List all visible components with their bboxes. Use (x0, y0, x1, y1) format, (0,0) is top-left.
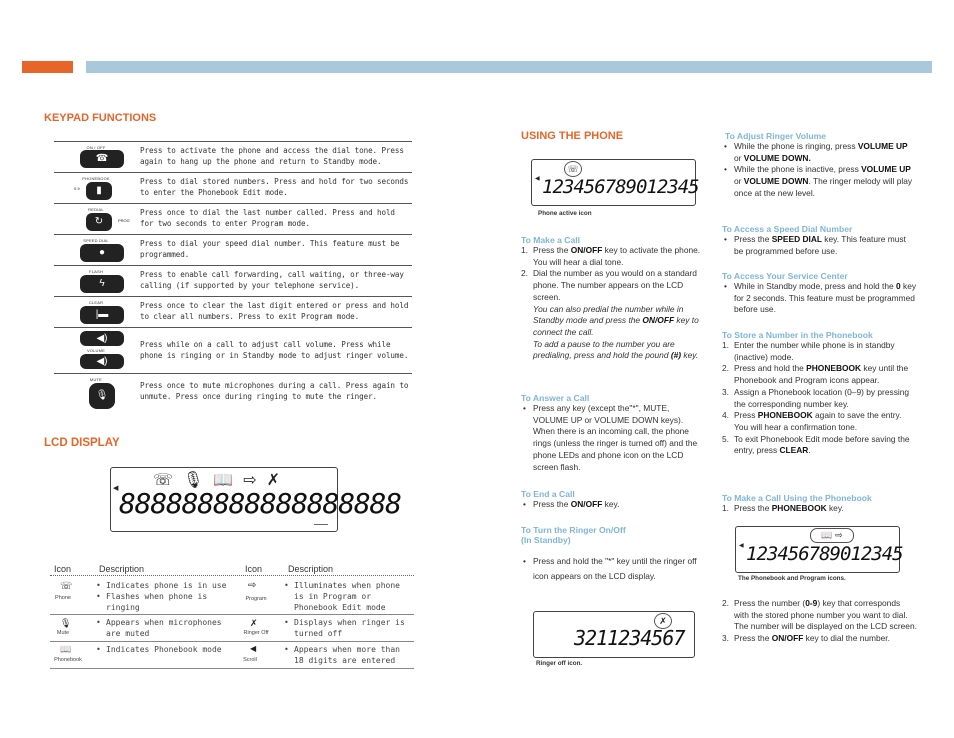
lcd-number: 123456789012345 (746, 543, 903, 565)
ringer-off-icon: ✗ (654, 613, 672, 629)
flash-button[interactable] (80, 275, 124, 293)
redial-description: Press once to dial the last number called. Press and hold for two seconds to enter Program mode. (140, 208, 395, 228)
lcd-phone-active (531, 159, 699, 206)
make-call-heading: To Make a Call (521, 235, 581, 245)
speeddial-button[interactable] (80, 244, 124, 262)
using-the-phone-title: USING THE PHONE (521, 130, 624, 142)
book-icon: 📖 (821, 530, 833, 540)
icon-table-row (50, 576, 414, 615)
clear-description: Press once to clear the last digit entered or press and hold to clear all numbers. Press to exit Program mode. (140, 301, 409, 321)
keypad-row-mute (54, 373, 412, 419)
onoff-button[interactable] (80, 150, 124, 168)
speed-dial-text: • Press the SPEED DIAL key. This feature must be programmed before use. (722, 234, 917, 257)
keypad-row-speeddial (54, 234, 412, 265)
onoff-key-label: ON / OFF (86, 145, 106, 150)
flash-key-label: FLASH (89, 269, 103, 274)
lcd-digits: 888888888888888888 (119, 487, 401, 520)
store-number-steps: 1. Enter the number while phone is in standby (inactive) mode. 2. Press and hold the PHONEBOOK key until the Phonebook and Program icons appear. 3. Assign a Phonebook location (0–9) by pressing the corresponding number key. 4. Press PHONEBOOK again to save the entry. You will hear a confirmation tone. 5. To exit Phonebook Edit mode before saving the entry, press CLEAR. (722, 340, 910, 456)
mute-icon: 🎙 (60, 618, 72, 628)
adjust-ringer-steps: • While the phone is ringing, press VOLUME UP or VOLUME DOWN. • While the phone is inactive, press VOLUME UP or VOLUME DOWN. The ringer melody will play once at the new level. (722, 141, 917, 200)
phonebook-call-heading: To Make a Call Using the Phonebook (722, 493, 872, 503)
phonebook-description: Press to dial stored numbers. Press and hold for two seconds to enter the Phonebook Edit mode. (140, 177, 409, 197)
book-icon: 📖 (60, 644, 72, 654)
mute-button[interactable] (89, 383, 115, 409)
keypad-functions-title: KEYPAD FUNCTIONS (44, 112, 157, 124)
lcd-number: 3211234567 (574, 626, 685, 650)
phonebook-program-icons (810, 528, 854, 543)
speeddial-description: Press to dial your speed dial number. This feature must be programmed. (140, 239, 400, 259)
service-center-heading: To Access Your Service Center (722, 271, 848, 281)
keypad-table (54, 141, 412, 419)
speeddial-key-label: SPEED DIAL (83, 238, 109, 243)
scroll-icon: ◀ (250, 644, 257, 653)
store-number-heading: To Store a Number in the Phonebook (722, 330, 873, 340)
ringer-off-icon: ✗ (266, 472, 291, 489)
ringer-off-caption: Ringer off icon. (536, 660, 583, 667)
answer-call-heading: To Answer a Call (521, 393, 590, 403)
lcd-full-display (110, 467, 401, 532)
mute-icon: 🎙 (95, 390, 109, 401)
keypad-row-onoff (54, 141, 412, 172)
row-icon-name: Ringer Off (243, 630, 269, 636)
book-icon: 📖 (213, 472, 244, 489)
keypad-row-flash (54, 265, 412, 296)
lcd-underline (314, 524, 328, 525)
keypad-row-redial (54, 203, 412, 234)
header-icon-right: Icon (245, 564, 263, 574)
row-desc: • Appears when microphones are muted (94, 617, 234, 639)
volume-key-label: VOLUME (86, 348, 106, 353)
flash-description: Press to enable call forwarding, call waiting, or three-way calling (if supported by your telephone service). (140, 270, 404, 290)
row-icon-name: Mute (56, 630, 70, 636)
icon-table-row (50, 642, 414, 669)
icon-table-row (50, 615, 414, 642)
scroll-icon: ◀ (739, 543, 744, 549)
service-center-text: • While in Standby mode, press and hold the 0 key for 2 seconds. This feature must be programmed before use. (722, 281, 917, 316)
program-icon: ⇨ (243, 472, 267, 489)
keypad-row-volume (54, 327, 412, 373)
phone-icon: ☏ (564, 161, 582, 177)
header-orange-accent (22, 61, 73, 73)
lcd-number: 123456789012345 (542, 176, 699, 198)
keypad-row-clear (54, 296, 412, 327)
program-icon: ⇨ (835, 530, 843, 540)
mute-key-label: MUTE (89, 377, 103, 382)
row-icon-name: Phone (55, 595, 71, 601)
keypad-row-phonebook (54, 172, 412, 203)
header-icon-left: Icon (54, 564, 72, 574)
row-desc: • Flashes when phone is ringing (94, 591, 234, 613)
phonebook-button[interactable] (86, 182, 112, 200)
speaker-icon: ◀) (96, 333, 108, 344)
lcd-ringer-off (533, 611, 695, 658)
phonebook-program-caption: The Phonebook and Program icons. (738, 575, 846, 582)
redial-side-label: PROG (118, 218, 130, 223)
icon-table (50, 561, 414, 669)
row-desc: • Indicates phone is in use (94, 580, 234, 591)
row-desc: • Appears when more than 18 digits are entered (282, 644, 414, 666)
row-desc: • Displays when ringer is turned off (282, 617, 414, 639)
row-desc: • Indicates Phonebook mode (94, 644, 234, 655)
redial-icon: ↻ (94, 216, 104, 227)
lcd-display-title: LCD DISPLAY (44, 437, 120, 449)
redial-button[interactable] (86, 213, 112, 231)
header-desc-left: Description (99, 564, 145, 574)
ringer-toggle-subheading: (In Standby) (521, 535, 571, 545)
mute-icon: 🎙 (183, 472, 214, 489)
phone-icon: ☏ (60, 581, 73, 592)
lcd-phonebook-program (735, 526, 903, 573)
header-blue-band (86, 61, 932, 73)
row-desc: • Illuminates when phone is in Program or Phonebook Edit mode (282, 580, 414, 613)
end-call-text: • Press the ON/OFF key. (521, 499, 701, 511)
onoff-description: Press to activate the phone and access the dial tone. Press again to hang up the phone and return to Standby mode. (140, 146, 404, 166)
header-desc-right: Description (288, 564, 334, 574)
row-icon-name: Phonebook (54, 657, 82, 663)
scroll-icon: ◀ (535, 176, 540, 182)
speed-dial-heading: To Access a Speed Dial Number (722, 224, 853, 234)
adjust-ringer-heading: To Adjust Ringer Volume (725, 131, 827, 141)
scroll-icon: ◀ (113, 485, 119, 492)
phonebook-side-label: 0-9 (74, 186, 80, 191)
volume-description: Press while on a call to adjust call volume. Press while phone is ringing or in Standby mode to adjust ringer volume. (140, 340, 409, 360)
speaker-icon: ◀) (96, 356, 108, 367)
ringer-off-icon: ✗ (250, 618, 258, 628)
book-icon: ▮ (96, 185, 102, 196)
redial-key-label: REDIAL (88, 207, 104, 212)
clear-key-label: CLEAR (88, 300, 104, 305)
volume-up-button[interactable] (80, 331, 124, 346)
flash-icon: ϟ (99, 278, 105, 289)
phonebook-step-1: 1. Press the PHONEBOOK key. (722, 503, 844, 513)
ringer-toggle-heading: To Turn the Ringer On/Off (521, 525, 626, 535)
make-call-steps: 1. Press the ON/OFF key to activate the phone. You will hear a dial tone. 2. Dial the number as you would on a standard phone. The number appears on the LCD screen. You can also predial the number while in Standby mode and press the ON/OFF key to connect the call. To add a pause to the number you are predialing, press and hold the pound (#) key. (521, 245, 701, 361)
row-icon-name: Program (245, 596, 267, 602)
answer-call-text: • Press any key (except the"*", MUTE, VOLUME UP or VOLUME DOWN keys). When there is an incoming call, the phone rings (unless the ringer is turned off) and the phone LEDs and phone icon on the LCD screen flash. (521, 403, 701, 473)
dot-icon: ● (98, 247, 106, 258)
end-call-heading: To End a Call (521, 489, 575, 499)
program-icon: ⇨ (248, 580, 257, 591)
phonebook-steps-2-3: 2. Press the number (0-9) key that corresponds with the stored phone number you want to dial. The number will be displayed on the LCD screen. 3. Press the ON/OFF key to dial the number. (722, 598, 917, 644)
phonebook-key-label: PHONEBOOK (82, 176, 110, 181)
phone-icon: ☏ (153, 472, 184, 489)
phone-handset-icon: ☎ (95, 153, 109, 164)
volume-down-button[interactable] (80, 354, 124, 369)
row-icon-name: Scroll (243, 657, 257, 663)
clear-button[interactable] (80, 306, 124, 324)
clear-icon: |▬ (95, 309, 109, 320)
icon-table-header (50, 561, 414, 576)
mute-description: Press once to mute microphones during a call. Press again to unmute. Press once during ringing to mute the ringer. (140, 381, 409, 401)
ringer-toggle-text: • Press and hold the "*" key until the ringer off icon appears on the LCD display. (521, 554, 701, 584)
phone-active-caption: Phone active icon (538, 210, 592, 217)
